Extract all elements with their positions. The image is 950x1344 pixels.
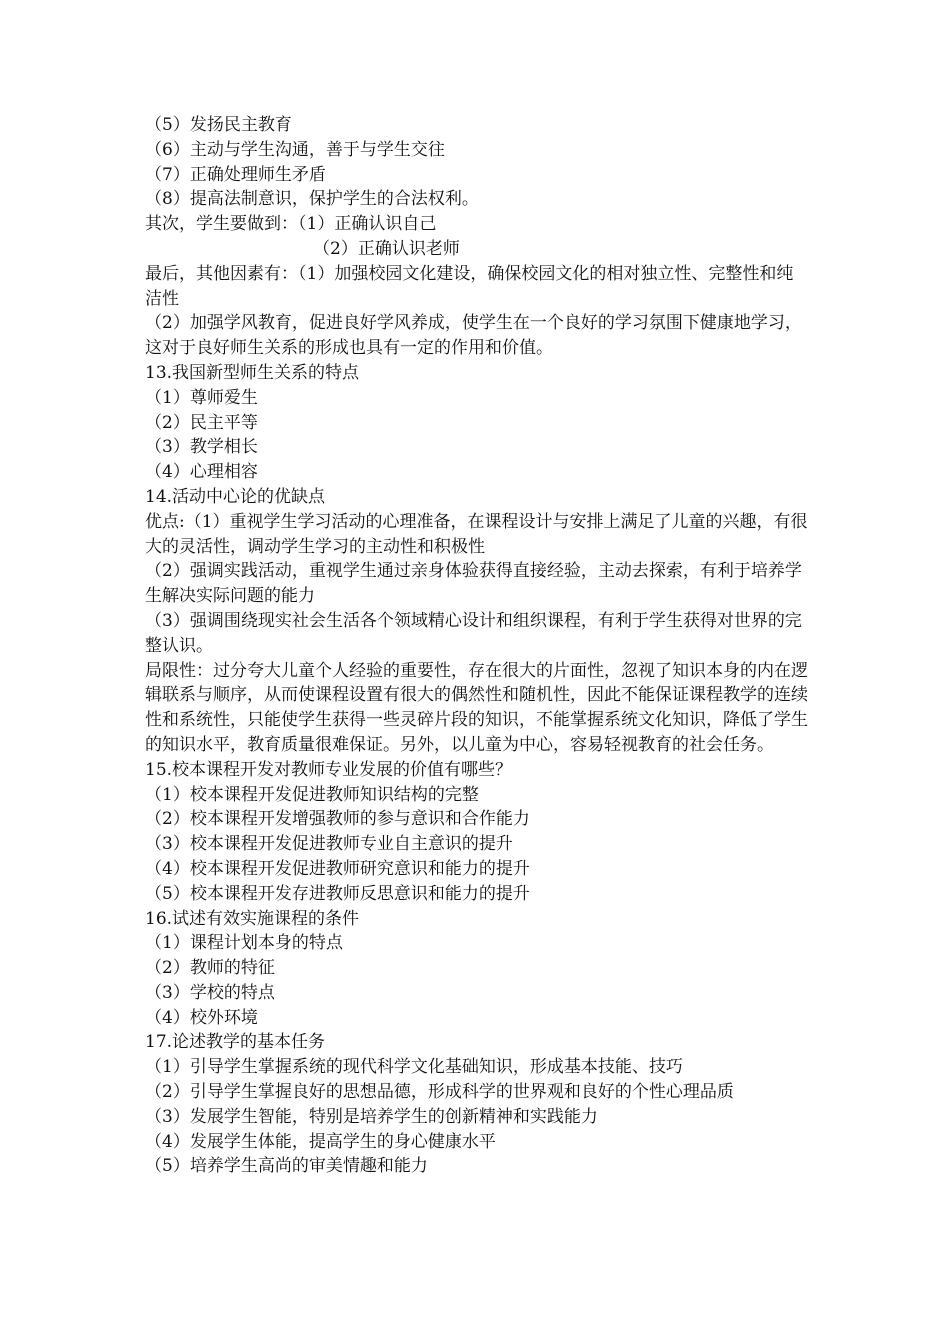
list-item: （1）课程计划本身的特点: [145, 933, 343, 954]
list-item: （4）校本课程开发促进教师研究意识和能力的提升: [145, 858, 530, 879]
section-heading: 14.活动中心论的优缺点: [145, 486, 326, 507]
list-item: （7）正确处理师生矛盾: [145, 164, 326, 185]
list-item: （8）提高法制意识，保护学生的合法权利。: [145, 189, 479, 210]
list-item: （2）正确认识老师: [313, 238, 460, 259]
list-item: （2）校本课程开发增强教师的参与意识和合作能力: [145, 809, 530, 830]
list-item: （4）校外环境: [145, 1007, 258, 1028]
list-item: （1）引导学生掌握系统的现代科学文化基础知识，形成基本技能、技巧: [145, 1057, 683, 1078]
section-heading: 13.我国新型师生关系的特点: [145, 362, 360, 383]
paragraph: （2）强调实践活动，重视学生通过亲身体验获得直接经验，主动去探索，有利于培养学生解决实际问题的能力: [145, 561, 802, 607]
paragraph: （3）强调围绕现实社会生活各个领域精心设计和组织课程，有利于学生获得对世界的完整认识。: [145, 610, 802, 656]
paragraph: 最后，其他因素有：（1）加强校园文化建设，确保校园文化的相对独立性、完整性和纯洁性: [145, 263, 794, 309]
list-item: （3）发展学生智能，特别是培养学生的创新精神和实践能力: [145, 1106, 598, 1127]
list-item: （3）校本课程开发促进教师专业自主意识的提升: [145, 834, 513, 855]
list-item: （5）培养学生高尚的审美情趣和能力: [145, 1156, 428, 1177]
list-item: （5）发扬民主教育: [145, 115, 292, 135]
list-item: （3）教学相长: [145, 437, 258, 458]
list-item: （1）校本课程开发促进教师知识结构的完整: [145, 784, 479, 805]
section-heading: 17.论述教学的基本任务: [145, 1032, 326, 1053]
document-page: [145, 113, 810, 1179]
list-item: （3）学校的特点: [145, 982, 275, 1003]
paragraph: 局限性：过分夸大儿童个人经验的重要性，存在很大的片面性，忽视了知识本身的内在逻辑联系与顺序，从而使课程设置有很大的偶然性和随机性，因此不能保证课程教学的连续性和系统性，只能使学生获得一些灵碎片段的知识，不能掌握系统文化知识，降低了学生的知识水平，教育质量很难保证。另外，以儿童为中心，容易轻视教育的社会任务。: [145, 660, 808, 755]
paragraph: （2）加强学风教育，促进良好学风养成，使学生在一个良好的学习氛围下健康地学习，这对于良好师生关系的形成也具有一定的作用和价值。: [145, 313, 802, 359]
list-item: （2）引导学生掌握良好的思想品德，形成科学的世界观和良好的个性心理品质: [145, 1082, 734, 1103]
list-item: （4）发展学生体能，提高学生的身心健康水平: [145, 1131, 496, 1152]
section-heading: 16.试述有效实施课程的条件: [145, 908, 360, 929]
paragraph: 优点:（1）重视学生学习活动的心理准备，在课程设计与安排上满足了儿童的兴趣，有很大的灵活性，调动学生学习的主动性和积极性: [145, 511, 808, 557]
list-item: （2）民主平等: [145, 412, 258, 433]
list-item: （6）主动与学生沟通，善于与学生交往: [145, 139, 445, 160]
paragraph: 其次，学生要做到：（1）正确认识自己: [145, 214, 437, 235]
list-item: （1）尊师爱生: [145, 387, 258, 408]
section-heading: 15.校本课程开发对教师专业发展的价值有哪些？: [145, 759, 513, 780]
list-item: （2）教师的特征: [145, 958, 275, 979]
list-item: （4）心理相容: [145, 462, 258, 483]
list-item: （5）校本课程开发存进教师反思意识和能力的提升: [145, 883, 530, 904]
